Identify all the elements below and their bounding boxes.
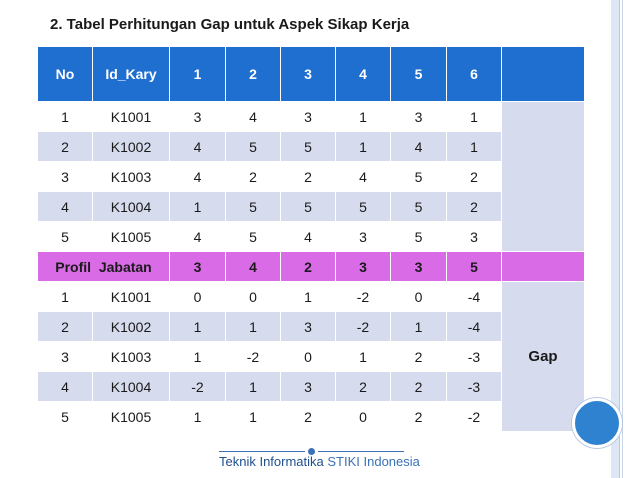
header-col-5: 5 bbox=[391, 47, 447, 102]
gap-value: 2 bbox=[391, 402, 447, 432]
cell-value: 4 bbox=[170, 162, 226, 192]
gap-value: 3 bbox=[281, 312, 336, 342]
cell-value: 4 bbox=[281, 222, 336, 252]
gap-value: 1 bbox=[336, 342, 391, 372]
header-col-6: 6 bbox=[447, 47, 502, 102]
cell-value: 5 bbox=[391, 192, 447, 222]
cell-value: 1 bbox=[336, 132, 391, 162]
gap-value: -3 bbox=[447, 342, 502, 372]
gap-value: 2 bbox=[281, 402, 336, 432]
cell-value: 4 bbox=[391, 132, 447, 162]
cell-id: K1005 bbox=[93, 222, 170, 252]
gap-value: 2 bbox=[391, 372, 447, 402]
header-extra bbox=[502, 47, 585, 102]
profil-value: 3 bbox=[391, 252, 447, 282]
cell-value: 2 bbox=[447, 192, 502, 222]
cell-value: 4 bbox=[170, 222, 226, 252]
footer-right-text: STIKI Indonesia bbox=[327, 454, 420, 469]
cell-value: 3 bbox=[336, 222, 391, 252]
gap-value: 1 bbox=[226, 312, 281, 342]
side-cell-top bbox=[502, 102, 585, 252]
footer-line-left bbox=[219, 451, 305, 452]
cell-value: 4 bbox=[336, 162, 391, 192]
cell-id: K1003 bbox=[93, 162, 170, 192]
gap-value: 1 bbox=[170, 402, 226, 432]
cell-value: 1 bbox=[447, 132, 502, 162]
cell-value: 5 bbox=[391, 222, 447, 252]
cell-no: 5 bbox=[38, 402, 93, 432]
gap-value: 0 bbox=[336, 402, 391, 432]
cell-value: 1 bbox=[336, 102, 391, 132]
cell-value: 1 bbox=[170, 192, 226, 222]
profil-label: Profil Jabatan bbox=[38, 252, 170, 282]
footer bbox=[219, 454, 420, 469]
cell-no: 2 bbox=[38, 312, 93, 342]
table-header-row bbox=[38, 47, 585, 102]
table-row bbox=[38, 102, 585, 132]
profil-value: 4 bbox=[226, 252, 281, 282]
cell-value: 5 bbox=[336, 192, 391, 222]
footer-left-text: Teknik Informatika bbox=[219, 454, 324, 469]
cell-value: 3 bbox=[170, 102, 226, 132]
cell-value: 5 bbox=[391, 162, 447, 192]
cell-value: 2 bbox=[281, 162, 336, 192]
cell-id: K1004 bbox=[93, 372, 170, 402]
cell-no: 1 bbox=[38, 282, 93, 312]
gap-value: 3 bbox=[281, 372, 336, 402]
cell-no: 2 bbox=[38, 132, 93, 162]
gap-value: -3 bbox=[447, 372, 502, 402]
cell-id: K1002 bbox=[93, 132, 170, 162]
cell-value: 5 bbox=[226, 132, 281, 162]
slide-title: 2. Tabel Perhitungan Gap untuk Aspek Sikap Kerja bbox=[50, 16, 410, 33]
profil-value: 3 bbox=[170, 252, 226, 282]
cell-id: K1001 bbox=[93, 102, 170, 132]
gap-value: 0 bbox=[281, 342, 336, 372]
gap-value: 1 bbox=[170, 312, 226, 342]
gap-value: -4 bbox=[447, 282, 502, 312]
gap-value: -2 bbox=[447, 402, 502, 432]
gap-value: -2 bbox=[226, 342, 281, 372]
cell-value: 4 bbox=[226, 102, 281, 132]
header-col-3: 3 bbox=[281, 47, 336, 102]
header-no: No bbox=[38, 47, 93, 102]
slide-frame-line bbox=[622, 0, 623, 478]
gap-value: 0 bbox=[226, 282, 281, 312]
gap-value: 1 bbox=[170, 342, 226, 372]
cell-value: 2 bbox=[447, 162, 502, 192]
header-col-1: 1 bbox=[170, 47, 226, 102]
cell-value: 4 bbox=[170, 132, 226, 162]
gap-value: 1 bbox=[226, 402, 281, 432]
cell-id: K1004 bbox=[93, 192, 170, 222]
profil-jabatan-row bbox=[38, 252, 585, 282]
gap-value: -2 bbox=[336, 282, 391, 312]
gap-value: 2 bbox=[336, 372, 391, 402]
slide-frame-line bbox=[619, 0, 620, 478]
footer-line-right bbox=[318, 451, 404, 452]
cell-value: 3 bbox=[447, 222, 502, 252]
cell-value: 1 bbox=[447, 102, 502, 132]
gap-value: 1 bbox=[391, 312, 447, 342]
header-id-kary: Id_Kary bbox=[93, 47, 170, 102]
cell-no: 4 bbox=[38, 192, 93, 222]
gap-value: 0 bbox=[391, 282, 447, 312]
cell-value: 5 bbox=[226, 192, 281, 222]
gap-value: 1 bbox=[281, 282, 336, 312]
cell-value: 3 bbox=[391, 102, 447, 132]
gap-value: -2 bbox=[170, 372, 226, 402]
header-col-4: 4 bbox=[336, 47, 391, 102]
cell-value: 5 bbox=[226, 222, 281, 252]
cell-no: 5 bbox=[38, 222, 93, 252]
cell-id: K1001 bbox=[93, 282, 170, 312]
cell-id: K1002 bbox=[93, 312, 170, 342]
gap-value: -2 bbox=[336, 312, 391, 342]
cell-value: 3 bbox=[281, 102, 336, 132]
cell-id: K1005 bbox=[93, 402, 170, 432]
profil-extra bbox=[502, 252, 585, 282]
cell-no: 4 bbox=[38, 372, 93, 402]
cell-no: 3 bbox=[38, 162, 93, 192]
cell-value: 2 bbox=[226, 162, 281, 192]
cell-value: 5 bbox=[281, 192, 336, 222]
gap-label: Gap bbox=[502, 282, 585, 432]
cell-value: 5 bbox=[281, 132, 336, 162]
cell-no: 1 bbox=[38, 102, 93, 132]
gap-table bbox=[37, 46, 585, 432]
gap-value: 2 bbox=[391, 342, 447, 372]
gap-value: 0 bbox=[170, 282, 226, 312]
slide-circle-decoration bbox=[572, 398, 622, 448]
gap-value: 1 bbox=[226, 372, 281, 402]
cell-no: 3 bbox=[38, 342, 93, 372]
cell-id: K1003 bbox=[93, 342, 170, 372]
header-col-2: 2 bbox=[226, 47, 281, 102]
profil-value: 3 bbox=[336, 252, 391, 282]
profil-value: 2 bbox=[281, 252, 336, 282]
gap-row bbox=[38, 282, 585, 312]
gap-value: -4 bbox=[447, 312, 502, 342]
profil-value: 5 bbox=[447, 252, 502, 282]
